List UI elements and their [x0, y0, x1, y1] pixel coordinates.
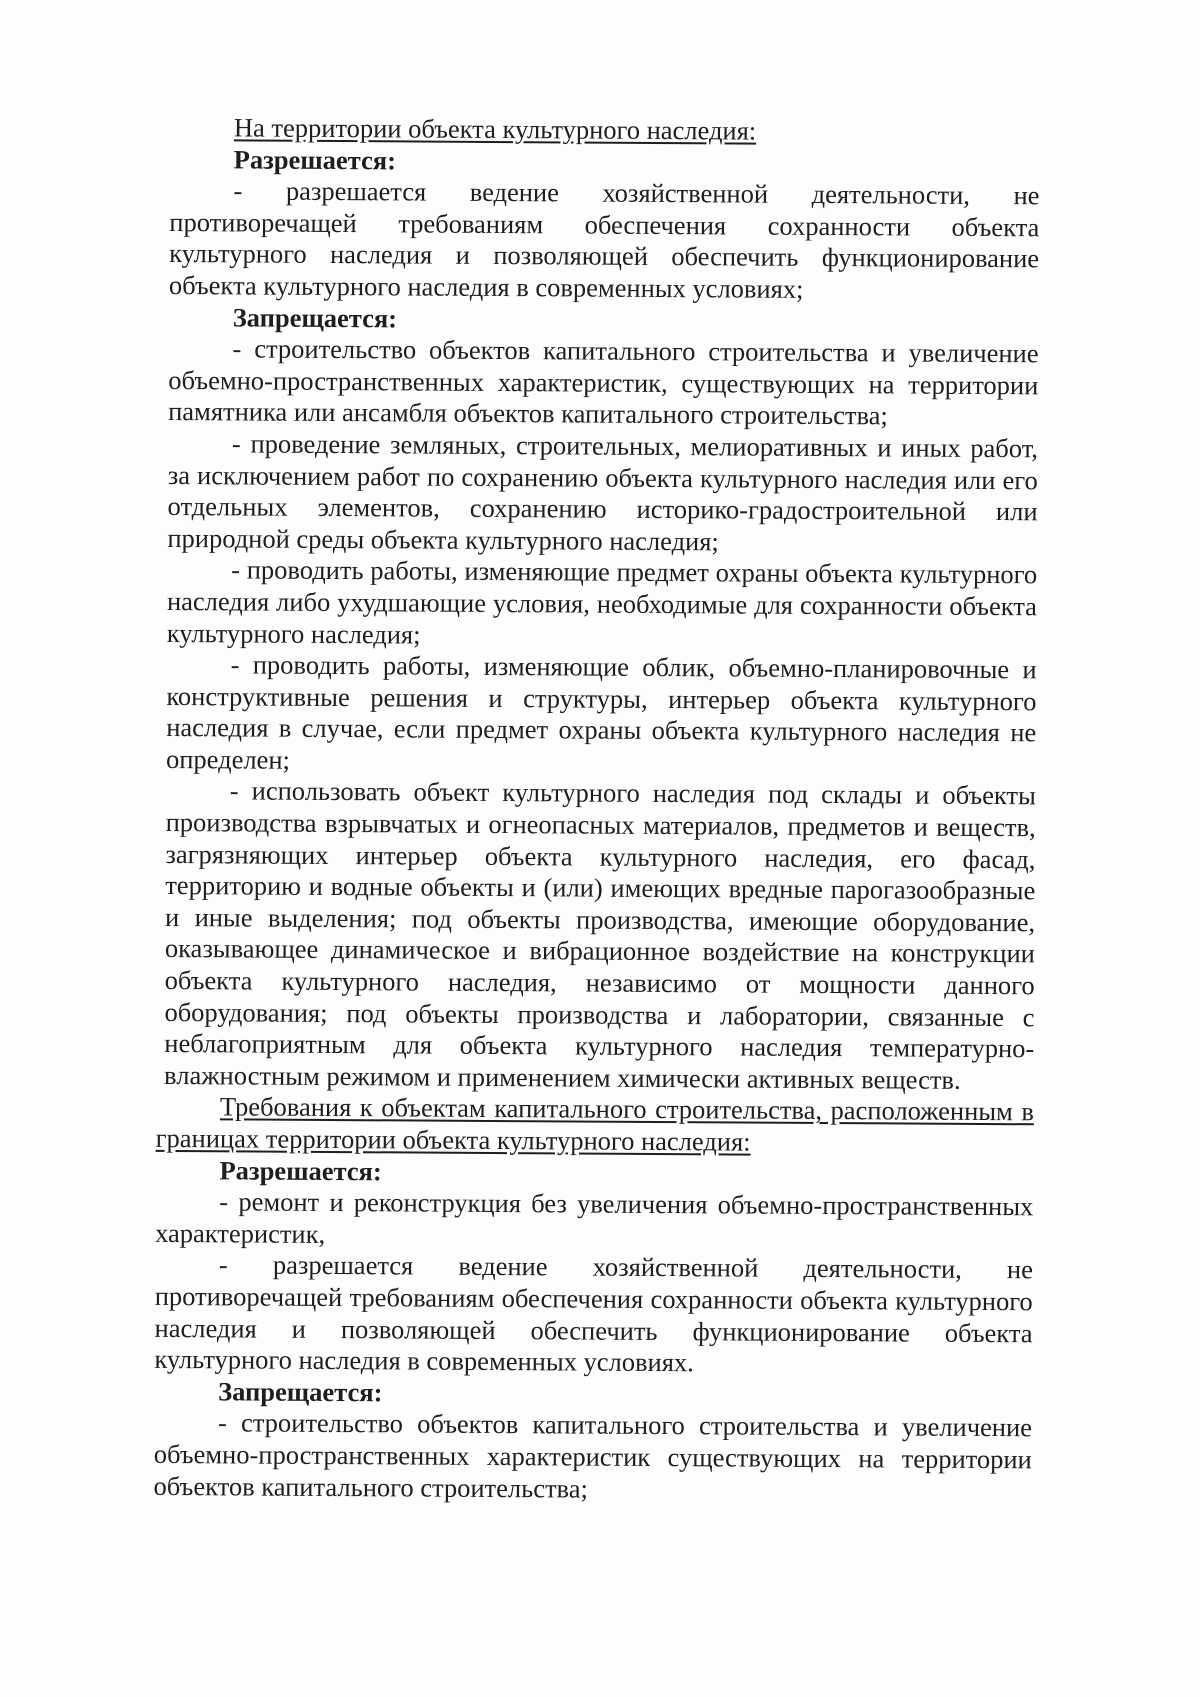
forbidden-item: - проведение земляных, строительных, мелиоративных и иных работ, за исключением работ по сохранению объекта культурного наследия или его отдельных элементов, сохранению историко-градостроительной или природной среды объекта культурного наследия; — [167, 428, 1039, 557]
document-body — [153, 112, 1040, 1507]
forbidden-item: - проводить работы, изменяющие предмет охраны объекта культурного наследия либо ухудшающие условия, необходимые для сохранности объекта культурного наследия; — [166, 554, 1038, 650]
section-capital-construction — [154, 1091, 1034, 1507]
allowed-label: Разрешается: — [233, 143, 397, 175]
section-heading: На территории объекта культурного наследия: — [233, 112, 757, 146]
allowed-label: Разрешается: — [219, 1154, 382, 1186]
forbidden-item: - строительство объектов капитального строительства и увеличение объемно-пространственных характеристик существующих на территории объектов капитального строительства; — [153, 1407, 1033, 1504]
section-heading: Требования к объектам капитального строительства, расположенным в границах территории объекта культурного наследия: — [155, 1091, 1035, 1157]
section-territory — [164, 112, 1040, 1097]
allowed-item: - разрешается ведение хозяйственной деятельности, не противоречащей требованиям обеспечения сохранности объекта культурного наследия и позволяющей обеспечить функционирование объекта культурного наследия в современных условиях. — [154, 1249, 1034, 1378]
forbidden-label: Запрещается: — [218, 1376, 383, 1408]
forbidden-item: - проводить работы, изменяющие облик, объемно-планировочные и конструктивные решения и структуры, интерьер объекта культурного наследия в случае, если предмет охраны объекта культурного наследия не определен; — [165, 649, 1037, 775]
allowed-item: - ремонт и реконструкция без увеличения объемно-пространственных характеристик, — [155, 1186, 1034, 1249]
forbidden-label: Запрещается: — [232, 301, 398, 333]
forbidden-item: - использовать объект культурного наследия под склады и объекты производства взрывчатых и огнеопасных материалов, предметов и веществ, загрязняющих интерьер объекта культурного наследия, его фасад, территорию и водные объекты и (или) имеющих вредные парогазообразные и иные выделения; под объекты производства, имеющие оборудование, оказывающее динамическое и вибрационное воздействие на конструкции объекта культурного наследия, независимо от мощности данного оборудования; под объекты производства и лаборатории, связанные с неблагоприятным для объекта культурного наследия температурно-влажностным режимом и применением химически активных веществ. — [164, 775, 1036, 1095]
forbidden-item: - строительство объектов капитального строительства и увеличение объемно-пространственных характеристик, существующих на территории памятника или ансамбля объектов капитального строительства; — [168, 333, 1039, 431]
allowed-item: - разрешается ведение хозяйственной деятельности, не противоречащей требованиям обеспечения сохранности объекта культурного наследия и позволяющей обеспечить функционирование объекта культурного наследия в современных условиях; — [168, 175, 1040, 304]
